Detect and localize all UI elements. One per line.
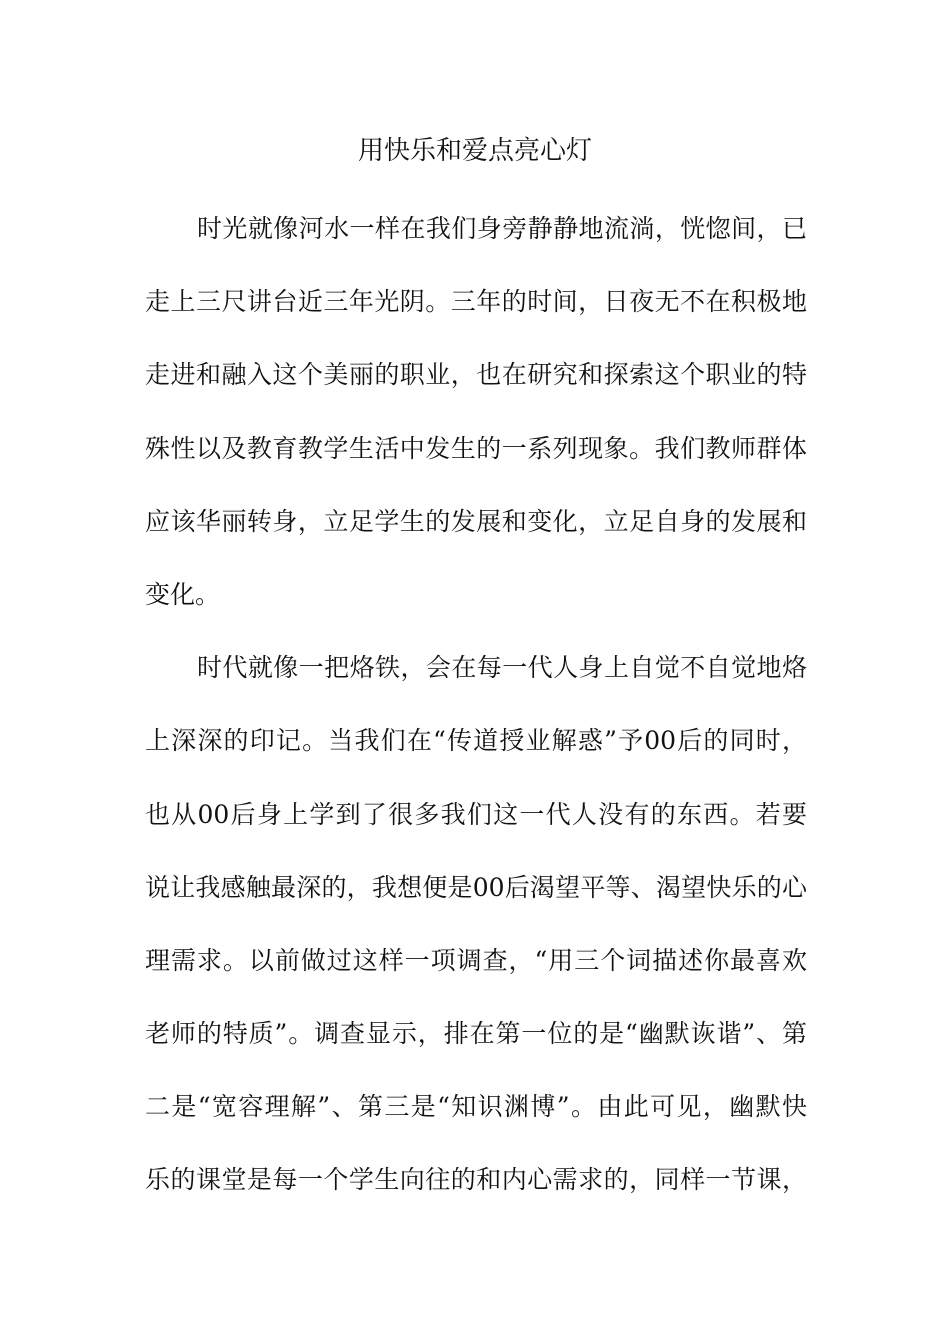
paragraph-2-line-2: 上深深的印记。当我们在“传道授业解惑”予00后的同时， <box>145 726 807 756</box>
document-body <box>145 192 807 1217</box>
paragraph-1-line-1: 时光就像河水一样在我们身旁静静地流淌，恍惚间，已 <box>197 214 807 243</box>
paragraph-1-line-5: 应该华丽转身，立足学生的发展和变化，立足自身的发展和 <box>145 506 807 536</box>
paragraph-2-line-7: 二是“宽容理解”、第三是“知识渊博”。由此可见，幽默快 <box>145 1092 807 1122</box>
paragraph-1-line-2: 走上三尺讲台近三年光阴。三年的时间，日夜无不在积极地 <box>145 287 807 317</box>
document-title: 用快乐和爱点亮心灯 <box>357 136 592 166</box>
paragraph-2-line-6: 老师的特质”。调查显示，排在第一位的是“幽默诙谐”、第 <box>145 1019 807 1049</box>
paragraph-1-line-4: 殊性以及教育教学生活中发生的一系列现象。我们教师群体 <box>145 433 807 463</box>
paragraph-2-line-5: 理需求。以前做过这样一项调查，“用三个词描述你最喜欢 <box>145 945 807 975</box>
paragraph-1-line-3: 走进和融入这个美丽的职业，也在研究和探索这个职业的特 <box>145 360 807 390</box>
paragraph-2-line-8: 乐的课堂是每一个学生向往的和内心需求的，同样一节课， <box>145 1165 807 1195</box>
paragraph-2-line-1: 时代就像一把烙铁，会在每一代人身上自觉不自觉地烙 <box>197 653 807 683</box>
paragraph-2-line-3: 也从00后身上学到了很多我们这一代人没有的东西。若要 <box>145 799 807 829</box>
paragraph-1-line-6: 变化。 <box>145 579 221 609</box>
paragraph-2-line-4: 说让我感触最深的，我想便是00后渴望平等、渴望快乐的心 <box>145 872 807 902</box>
